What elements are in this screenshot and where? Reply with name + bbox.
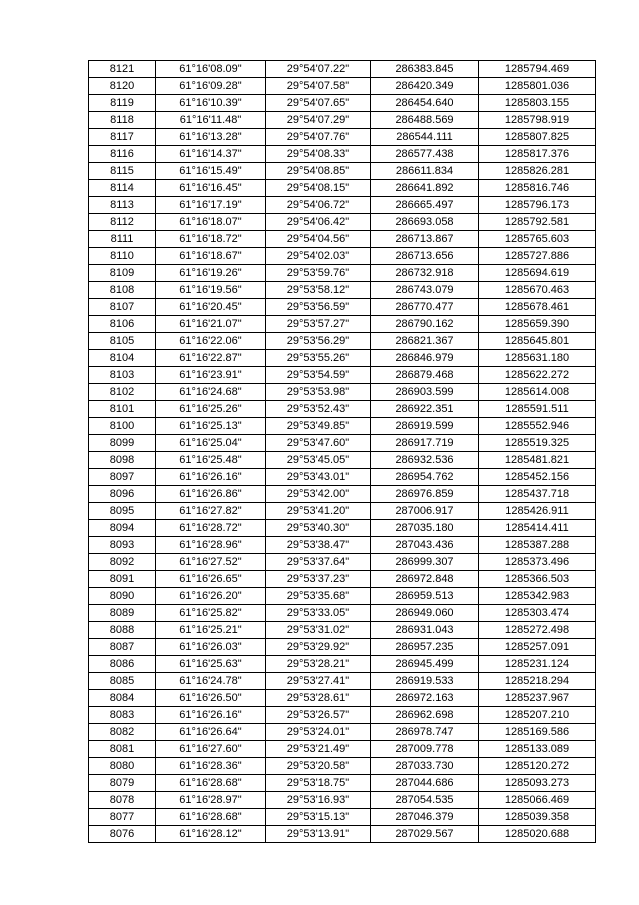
longitude-cell: 61°16'28.72" — [156, 520, 266, 537]
table-row — [89, 112, 596, 129]
northing-cell: 1285342.983 — [479, 588, 596, 605]
latitude-cell: 29°54'07.58" — [266, 78, 371, 95]
northing-cell: 1285678.461 — [479, 299, 596, 316]
longitude-cell: 61°16'27.82" — [156, 503, 266, 520]
point-number-cell: 8092 — [89, 554, 156, 571]
latitude-cell: 29°53'47.60" — [266, 435, 371, 452]
latitude-cell: 29°53'26.57" — [266, 707, 371, 724]
easting-cell: 286383.845 — [371, 61, 479, 78]
point-number-cell: 8109 — [89, 265, 156, 282]
easting-cell: 287006.917 — [371, 503, 479, 520]
northing-cell: 1285670.463 — [479, 282, 596, 299]
easting-cell: 287043.436 — [371, 537, 479, 554]
latitude-cell: 29°53'13.91" — [266, 826, 371, 843]
latitude-cell: 29°54'07.76" — [266, 129, 371, 146]
easting-cell: 286488.569 — [371, 112, 479, 129]
table-row — [89, 214, 596, 231]
point-number-cell: 8100 — [89, 418, 156, 435]
northing-cell: 1285426.911 — [479, 503, 596, 520]
easting-cell: 287035.180 — [371, 520, 479, 537]
point-number-cell: 8115 — [89, 163, 156, 180]
point-number-cell: 8107 — [89, 299, 156, 316]
easting-cell: 286919.533 — [371, 673, 479, 690]
table-row — [89, 469, 596, 486]
point-number-cell: 8099 — [89, 435, 156, 452]
easting-cell: 286972.848 — [371, 571, 479, 588]
longitude-cell: 61°16'25.48" — [156, 452, 266, 469]
easting-cell: 286743.079 — [371, 282, 479, 299]
table-row — [89, 146, 596, 163]
latitude-cell: 29°53'37.23" — [266, 571, 371, 588]
latitude-cell: 29°53'31.02" — [266, 622, 371, 639]
northing-cell: 1285039.358 — [479, 809, 596, 826]
easting-cell: 286713.656 — [371, 248, 479, 265]
table-row — [89, 826, 596, 843]
latitude-cell: 29°53'54.59" — [266, 367, 371, 384]
latitude-cell: 29°53'24.01" — [266, 724, 371, 741]
longitude-cell: 61°16'28.96" — [156, 537, 266, 554]
latitude-cell: 29°53'28.21" — [266, 656, 371, 673]
longitude-cell: 61°16'20.45" — [156, 299, 266, 316]
easting-cell: 286577.438 — [371, 146, 479, 163]
longitude-cell: 61°16'25.21" — [156, 622, 266, 639]
table-row — [89, 384, 596, 401]
easting-cell: 286922.351 — [371, 401, 479, 418]
table-row — [89, 656, 596, 673]
coordinates-table — [88, 60, 596, 843]
table-row — [89, 741, 596, 758]
northing-cell: 1285066.469 — [479, 792, 596, 809]
point-number-cell: 8087 — [89, 639, 156, 656]
latitude-cell: 29°53'15.13" — [266, 809, 371, 826]
easting-cell: 286454.640 — [371, 95, 479, 112]
northing-cell: 1285481.821 — [479, 452, 596, 469]
easting-cell: 286919.599 — [371, 418, 479, 435]
longitude-cell: 61°16'19.26" — [156, 265, 266, 282]
table-row — [89, 265, 596, 282]
point-number-cell: 8101 — [89, 401, 156, 418]
easting-cell: 287044.686 — [371, 775, 479, 792]
table-row — [89, 163, 596, 180]
latitude-cell: 29°53'56.59" — [266, 299, 371, 316]
table-row — [89, 435, 596, 452]
easting-cell: 286917.719 — [371, 435, 479, 452]
northing-cell: 1285231.124 — [479, 656, 596, 673]
easting-cell: 286790.162 — [371, 316, 479, 333]
point-number-cell: 8078 — [89, 792, 156, 809]
longitude-cell: 61°16'13.28" — [156, 129, 266, 146]
easting-cell: 286931.043 — [371, 622, 479, 639]
table-row — [89, 758, 596, 775]
longitude-cell: 61°16'25.04" — [156, 435, 266, 452]
table-row — [89, 724, 596, 741]
latitude-cell: 29°53'29.92" — [266, 639, 371, 656]
northing-cell: 1285614.008 — [479, 384, 596, 401]
latitude-cell: 29°53'42.00" — [266, 486, 371, 503]
latitude-cell: 29°54'07.65" — [266, 95, 371, 112]
table-row — [89, 520, 596, 537]
northing-cell: 1285519.325 — [479, 435, 596, 452]
easting-cell: 286932.536 — [371, 452, 479, 469]
point-number-cell: 8112 — [89, 214, 156, 231]
northing-cell: 1285387.288 — [479, 537, 596, 554]
latitude-cell: 29°53'37.64" — [266, 554, 371, 571]
easting-cell: 286732.918 — [371, 265, 479, 282]
point-number-cell: 8088 — [89, 622, 156, 639]
longitude-cell: 61°16'16.45" — [156, 180, 266, 197]
latitude-cell: 29°53'43.01" — [266, 469, 371, 486]
point-number-cell: 8114 — [89, 180, 156, 197]
northing-cell: 1285169.586 — [479, 724, 596, 741]
table-row — [89, 231, 596, 248]
table-row — [89, 639, 596, 656]
table-row — [89, 707, 596, 724]
point-number-cell: 8082 — [89, 724, 156, 741]
point-number-cell: 8119 — [89, 95, 156, 112]
point-number-cell: 8111 — [89, 231, 156, 248]
table-row — [89, 588, 596, 605]
longitude-cell: 61°16'22.87" — [156, 350, 266, 367]
northing-cell: 1285257.091 — [479, 639, 596, 656]
latitude-cell: 29°53'18.75" — [266, 775, 371, 792]
latitude-cell: 29°53'28.61" — [266, 690, 371, 707]
table-row — [89, 299, 596, 316]
longitude-cell: 61°16'10.39" — [156, 95, 266, 112]
point-number-cell: 8095 — [89, 503, 156, 520]
longitude-cell: 61°16'24.68" — [156, 384, 266, 401]
longitude-cell: 61°16'14.37" — [156, 146, 266, 163]
northing-cell: 1285727.886 — [479, 248, 596, 265]
point-number-cell: 8096 — [89, 486, 156, 503]
table-row — [89, 316, 596, 333]
latitude-cell: 29°53'57.27" — [266, 316, 371, 333]
latitude-cell: 29°54'06.72" — [266, 197, 371, 214]
point-number-cell: 8077 — [89, 809, 156, 826]
table-row — [89, 248, 596, 265]
easting-cell: 286945.499 — [371, 656, 479, 673]
table-row — [89, 333, 596, 350]
easting-cell: 287009.778 — [371, 741, 479, 758]
longitude-cell: 61°16'26.16" — [156, 469, 266, 486]
table-row — [89, 452, 596, 469]
latitude-cell: 29°53'33.05" — [266, 605, 371, 622]
northing-cell: 1285552.946 — [479, 418, 596, 435]
point-number-cell: 8108 — [89, 282, 156, 299]
latitude-cell: 29°53'53.98" — [266, 384, 371, 401]
point-number-cell: 8094 — [89, 520, 156, 537]
easting-cell: 286962.698 — [371, 707, 479, 724]
latitude-cell: 29°53'35.68" — [266, 588, 371, 605]
northing-cell: 1285303.474 — [479, 605, 596, 622]
northing-cell: 1285452.156 — [479, 469, 596, 486]
longitude-cell: 61°16'24.78" — [156, 673, 266, 690]
northing-cell: 1285807.825 — [479, 129, 596, 146]
table-row — [89, 775, 596, 792]
longitude-cell: 61°16'25.82" — [156, 605, 266, 622]
easting-cell: 287033.730 — [371, 758, 479, 775]
table-row — [89, 282, 596, 299]
longitude-cell: 61°16'11.48" — [156, 112, 266, 129]
latitude-cell: 29°54'08.15" — [266, 180, 371, 197]
longitude-cell: 61°16'18.07" — [156, 214, 266, 231]
longitude-cell: 61°16'28.97" — [156, 792, 266, 809]
point-number-cell: 8080 — [89, 758, 156, 775]
latitude-cell: 29°53'16.93" — [266, 792, 371, 809]
point-number-cell: 8120 — [89, 78, 156, 95]
point-number-cell: 8091 — [89, 571, 156, 588]
northing-cell: 1285694.619 — [479, 265, 596, 282]
point-number-cell: 8118 — [89, 112, 156, 129]
longitude-cell: 61°16'09.28" — [156, 78, 266, 95]
latitude-cell: 29°53'38.47" — [266, 537, 371, 554]
point-number-cell: 8121 — [89, 61, 156, 78]
easting-cell: 286420.349 — [371, 78, 479, 95]
easting-cell: 286544.111 — [371, 129, 479, 146]
table-row — [89, 503, 596, 520]
table-row — [89, 350, 596, 367]
point-number-cell: 8089 — [89, 605, 156, 622]
point-number-cell: 8113 — [89, 197, 156, 214]
point-number-cell: 8093 — [89, 537, 156, 554]
longitude-cell: 61°16'25.63" — [156, 656, 266, 673]
table-row — [89, 605, 596, 622]
latitude-cell: 29°53'40.30" — [266, 520, 371, 537]
easting-cell: 287046.379 — [371, 809, 479, 826]
table-row — [89, 367, 596, 384]
longitude-cell: 61°16'18.67" — [156, 248, 266, 265]
longitude-cell: 61°16'25.26" — [156, 401, 266, 418]
longitude-cell: 61°16'23.91" — [156, 367, 266, 384]
longitude-cell: 61°16'28.68" — [156, 809, 266, 826]
point-number-cell: 8081 — [89, 741, 156, 758]
longitude-cell: 61°16'26.03" — [156, 639, 266, 656]
point-number-cell: 8103 — [89, 367, 156, 384]
table-row — [89, 673, 596, 690]
longitude-cell: 61°16'26.50" — [156, 690, 266, 707]
longitude-cell: 61°16'19.56" — [156, 282, 266, 299]
longitude-cell: 61°16'26.64" — [156, 724, 266, 741]
northing-cell: 1285207.210 — [479, 707, 596, 724]
northing-cell: 1285794.469 — [479, 61, 596, 78]
easting-cell: 287054.535 — [371, 792, 479, 809]
longitude-cell: 61°16'22.06" — [156, 333, 266, 350]
table-row — [89, 792, 596, 809]
table-row — [89, 418, 596, 435]
longitude-cell: 61°16'28.36" — [156, 758, 266, 775]
northing-cell: 1285437.718 — [479, 486, 596, 503]
point-number-cell: 8084 — [89, 690, 156, 707]
table-row — [89, 129, 596, 146]
northing-cell: 1285659.390 — [479, 316, 596, 333]
latitude-cell: 29°53'55.26" — [266, 350, 371, 367]
latitude-cell: 29°53'21.49" — [266, 741, 371, 758]
northing-cell: 1285801.036 — [479, 78, 596, 95]
latitude-cell: 29°54'04.56" — [266, 231, 371, 248]
table-row — [89, 554, 596, 571]
table-row — [89, 197, 596, 214]
point-number-cell: 8086 — [89, 656, 156, 673]
point-number-cell: 8098 — [89, 452, 156, 469]
table-row — [89, 537, 596, 554]
latitude-cell: 29°53'20.58" — [266, 758, 371, 775]
easting-cell: 287029.567 — [371, 826, 479, 843]
easting-cell: 286959.513 — [371, 588, 479, 605]
table-row — [89, 401, 596, 418]
point-number-cell: 8083 — [89, 707, 156, 724]
latitude-cell: 29°53'45.05" — [266, 452, 371, 469]
table-row — [89, 571, 596, 588]
northing-cell: 1285591.511 — [479, 401, 596, 418]
northing-cell: 1285798.919 — [479, 112, 596, 129]
latitude-cell: 29°53'58.12" — [266, 282, 371, 299]
northing-cell: 1285093.273 — [479, 775, 596, 792]
northing-cell: 1285803.155 — [479, 95, 596, 112]
longitude-cell: 61°16'15.49" — [156, 163, 266, 180]
point-number-cell: 8105 — [89, 333, 156, 350]
easting-cell: 286972.163 — [371, 690, 479, 707]
easting-cell: 286949.060 — [371, 605, 479, 622]
latitude-cell: 29°54'07.22" — [266, 61, 371, 78]
easting-cell: 286954.762 — [371, 469, 479, 486]
point-number-cell: 8097 — [89, 469, 156, 486]
latitude-cell: 29°53'41.20" — [266, 503, 371, 520]
longitude-cell: 61°16'28.12" — [156, 826, 266, 843]
northing-cell: 1285817.376 — [479, 146, 596, 163]
longitude-cell: 61°16'27.52" — [156, 554, 266, 571]
point-number-cell: 8117 — [89, 129, 156, 146]
easting-cell: 286821.367 — [371, 333, 479, 350]
table-row — [89, 61, 596, 78]
latitude-cell: 29°54'06.42" — [266, 214, 371, 231]
longitude-cell: 61°16'26.16" — [156, 707, 266, 724]
point-number-cell: 8110 — [89, 248, 156, 265]
northing-cell: 1285237.967 — [479, 690, 596, 707]
point-number-cell: 8116 — [89, 146, 156, 163]
longitude-cell: 61°16'08.09" — [156, 61, 266, 78]
northing-cell: 1285645.801 — [479, 333, 596, 350]
table-row — [89, 95, 596, 112]
latitude-cell: 29°53'59.76" — [266, 265, 371, 282]
northing-cell: 1285816.746 — [479, 180, 596, 197]
easting-cell: 286976.859 — [371, 486, 479, 503]
table-row — [89, 622, 596, 639]
easting-cell: 286903.599 — [371, 384, 479, 401]
point-number-cell: 8079 — [89, 775, 156, 792]
easting-cell: 286713.867 — [371, 231, 479, 248]
northing-cell: 1285796.173 — [479, 197, 596, 214]
easting-cell: 286978.747 — [371, 724, 479, 741]
northing-cell: 1285020.688 — [479, 826, 596, 843]
northing-cell: 1285765.603 — [479, 231, 596, 248]
latitude-cell: 29°54'02.03" — [266, 248, 371, 265]
northing-cell: 1285373.496 — [479, 554, 596, 571]
latitude-cell: 29°54'08.33" — [266, 146, 371, 163]
longitude-cell: 61°16'26.20" — [156, 588, 266, 605]
point-number-cell: 8104 — [89, 350, 156, 367]
easting-cell: 286879.468 — [371, 367, 479, 384]
easting-cell: 286999.307 — [371, 554, 479, 571]
table-row — [89, 809, 596, 826]
easting-cell: 286641.892 — [371, 180, 479, 197]
latitude-cell: 29°54'07.29" — [266, 112, 371, 129]
latitude-cell: 29°53'27.41" — [266, 673, 371, 690]
longitude-cell: 61°16'26.86" — [156, 486, 266, 503]
longitude-cell: 61°16'26.65" — [156, 571, 266, 588]
point-number-cell: 8085 — [89, 673, 156, 690]
easting-cell: 286846.979 — [371, 350, 479, 367]
longitude-cell: 61°16'21.07" — [156, 316, 266, 333]
northing-cell: 1285631.180 — [479, 350, 596, 367]
point-number-cell: 8076 — [89, 826, 156, 843]
easting-cell: 286665.497 — [371, 197, 479, 214]
longitude-cell: 61°16'17.19" — [156, 197, 266, 214]
longitude-cell: 61°16'25.13" — [156, 418, 266, 435]
latitude-cell: 29°53'49.85" — [266, 418, 371, 435]
longitude-cell: 61°16'27.60" — [156, 741, 266, 758]
northing-cell: 1285792.581 — [479, 214, 596, 231]
table-row — [89, 78, 596, 95]
table-row — [89, 486, 596, 503]
northing-cell: 1285414.411 — [479, 520, 596, 537]
northing-cell: 1285120.272 — [479, 758, 596, 775]
longitude-cell: 61°16'28.68" — [156, 775, 266, 792]
easting-cell: 286611.834 — [371, 163, 479, 180]
latitude-cell: 29°53'56.29" — [266, 333, 371, 350]
longitude-cell: 61°16'18.72" — [156, 231, 266, 248]
easting-cell: 286693.058 — [371, 214, 479, 231]
table-row — [89, 690, 596, 707]
easting-cell: 286770.477 — [371, 299, 479, 316]
northing-cell: 1285272.498 — [479, 622, 596, 639]
point-number-cell: 8102 — [89, 384, 156, 401]
coordinates-table-body — [89, 61, 596, 843]
point-number-cell: 8090 — [89, 588, 156, 605]
northing-cell: 1285133.089 — [479, 741, 596, 758]
latitude-cell: 29°53'52.43" — [266, 401, 371, 418]
northing-cell: 1285826.281 — [479, 163, 596, 180]
table-row — [89, 180, 596, 197]
northing-cell: 1285218.294 — [479, 673, 596, 690]
easting-cell: 286957.235 — [371, 639, 479, 656]
northing-cell: 1285366.503 — [479, 571, 596, 588]
latitude-cell: 29°54'08.85" — [266, 163, 371, 180]
point-number-cell: 8106 — [89, 316, 156, 333]
northing-cell: 1285622.272 — [479, 367, 596, 384]
